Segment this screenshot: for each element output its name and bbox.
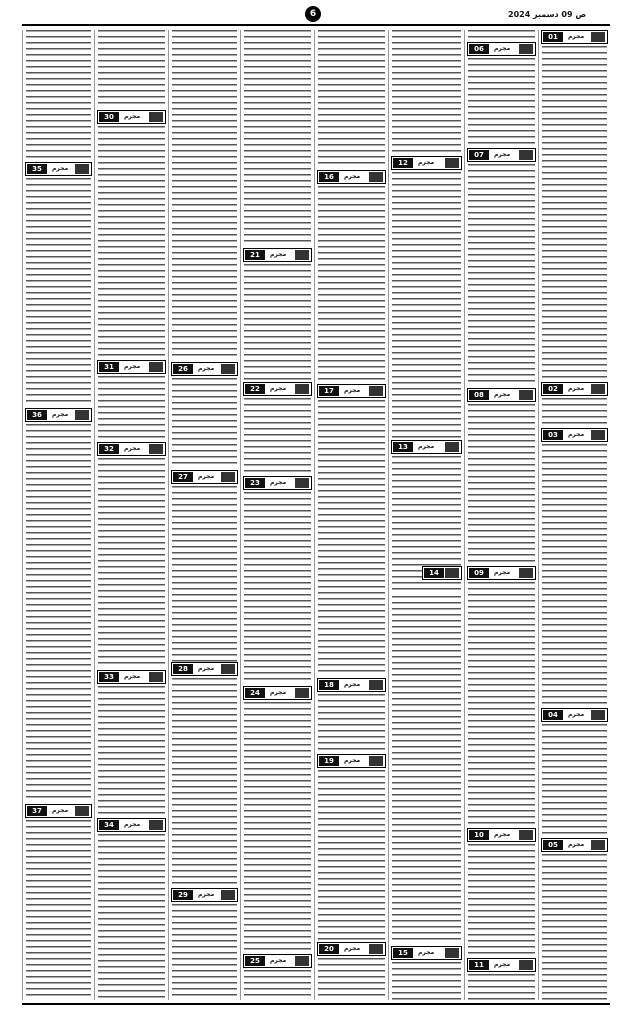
notice-label: مجرم xyxy=(568,711,585,718)
notice-label: مجرم xyxy=(270,385,287,392)
seal-icon xyxy=(591,384,605,394)
seal-icon xyxy=(591,430,605,440)
notice-body xyxy=(98,30,165,108)
notice-label: مجرم xyxy=(494,45,511,52)
seal-icon xyxy=(295,956,309,966)
notice-number: 36 xyxy=(27,410,47,420)
notice-header xyxy=(467,828,536,842)
notice-header xyxy=(467,388,536,402)
notice-label: مجرم xyxy=(418,949,435,956)
notice-number: 22 xyxy=(245,384,265,394)
seal-icon xyxy=(221,664,235,674)
notice-header xyxy=(422,566,462,580)
notice-number: 20 xyxy=(319,944,339,954)
notice-number: 10 xyxy=(469,830,489,840)
notice-number: 14 xyxy=(424,568,444,578)
notice-label: مجرم xyxy=(124,363,141,370)
seal-icon xyxy=(445,568,459,578)
notice-number: 16 xyxy=(319,172,339,182)
issue-date: ص 09 دسمبر 2024 xyxy=(508,10,587,19)
notice-body xyxy=(468,974,535,1000)
notice-body xyxy=(244,398,311,478)
seal-icon xyxy=(75,164,89,174)
notice-body xyxy=(26,424,91,800)
seal-icon xyxy=(221,890,235,900)
notice-label: مجرم xyxy=(494,569,511,576)
notice-body xyxy=(468,404,535,564)
notice-body xyxy=(542,444,607,706)
seal-icon xyxy=(369,386,383,396)
notice-number: 27 xyxy=(173,472,193,482)
notice-header xyxy=(243,248,312,262)
notice-header xyxy=(97,670,166,684)
seal-icon xyxy=(445,948,459,958)
notice-label: مجرم xyxy=(568,431,585,438)
notice-body xyxy=(468,844,535,956)
notice-body xyxy=(542,724,607,836)
notice-header xyxy=(541,708,608,722)
seal-icon xyxy=(519,150,533,160)
notice-header xyxy=(541,838,608,852)
notice-number: 02 xyxy=(543,384,563,394)
notice-header xyxy=(243,954,312,968)
notice-number: 30 xyxy=(99,112,119,122)
masthead-rule xyxy=(22,24,610,26)
notice-body xyxy=(26,820,91,1000)
notice-number: 17 xyxy=(319,386,339,396)
notice-body xyxy=(244,970,311,1000)
notice-label: مجرم xyxy=(344,757,361,764)
notice-label: مجرم xyxy=(568,385,585,392)
notice-label: مجرم xyxy=(198,365,215,372)
notice-number: 37 xyxy=(27,806,47,816)
seal-icon xyxy=(519,44,533,54)
notice-header xyxy=(25,804,92,818)
notice-number: 33 xyxy=(99,672,119,682)
notice-label: مجرم xyxy=(124,445,141,452)
notice-header xyxy=(25,408,92,422)
bottom-rule xyxy=(22,1003,610,1005)
notice-body xyxy=(98,126,165,358)
notice-body xyxy=(318,400,385,676)
seal-icon xyxy=(369,944,383,954)
notice-body xyxy=(172,486,237,682)
notice-body xyxy=(26,30,91,160)
notice-header xyxy=(467,566,536,580)
seal-icon xyxy=(591,840,605,850)
notice-header xyxy=(243,382,312,396)
notice-number: 19 xyxy=(319,756,339,766)
notice-number: 21 xyxy=(245,250,265,260)
page-number-badge: 6 xyxy=(305,6,321,22)
notice-body xyxy=(392,596,461,944)
notice-body xyxy=(542,46,607,380)
notice-number: 07 xyxy=(469,150,489,160)
notice-number: 15 xyxy=(393,948,413,958)
notice-label: مجرم xyxy=(124,673,141,680)
column-4 xyxy=(314,30,388,1000)
notice-number: 01 xyxy=(543,32,563,42)
notice-number: 29 xyxy=(173,890,193,900)
notice-header xyxy=(391,946,462,960)
notice-body xyxy=(542,398,607,428)
column-2 xyxy=(464,30,538,1000)
notice-label: مجرم xyxy=(270,689,287,696)
notice-header xyxy=(97,110,166,124)
notice-header xyxy=(171,662,238,676)
notice-body xyxy=(98,458,165,668)
notice-header xyxy=(171,888,238,902)
seal-icon xyxy=(149,672,163,682)
column-8 xyxy=(22,30,94,1000)
seal-icon xyxy=(591,32,605,42)
seal-icon xyxy=(519,390,533,400)
notice-number: 03 xyxy=(543,430,563,440)
notice-label: مجرم xyxy=(198,473,215,480)
notice-body xyxy=(244,264,311,380)
notice-header xyxy=(171,470,238,484)
column-3 xyxy=(388,30,464,1000)
notice-header xyxy=(317,678,386,692)
notice-body xyxy=(318,770,385,940)
notice-number: 09 xyxy=(469,568,489,578)
seal-icon xyxy=(519,960,533,970)
notice-body xyxy=(318,958,385,1000)
seal-icon xyxy=(149,112,163,122)
notice-label: مجرم xyxy=(198,891,215,898)
seal-icon xyxy=(591,710,605,720)
notice-number: 28 xyxy=(173,664,193,674)
notice-header xyxy=(541,30,608,44)
seal-icon xyxy=(295,384,309,394)
column-5 xyxy=(240,30,314,1000)
notice-body xyxy=(542,854,607,1000)
seal-icon xyxy=(369,680,383,690)
notice-number: 32 xyxy=(99,444,119,454)
notice-number: 26 xyxy=(173,364,193,374)
notice-body xyxy=(244,30,311,246)
notice-header xyxy=(97,818,166,832)
notice-label: مجرم xyxy=(124,821,141,828)
notice-body xyxy=(172,904,237,1000)
notice-number: 05 xyxy=(543,840,563,850)
notice-label: مجرم xyxy=(494,391,511,398)
notice-body xyxy=(98,834,165,1000)
notice-header xyxy=(171,362,238,376)
notice-body xyxy=(318,30,385,166)
notice-header xyxy=(391,156,462,170)
seal-icon xyxy=(369,756,383,766)
notice-label: مجرم xyxy=(418,159,435,166)
notice-body xyxy=(244,492,311,684)
notice-header xyxy=(467,958,536,972)
notice-number: 18 xyxy=(319,680,339,690)
column-1 xyxy=(538,30,610,1000)
notice-header xyxy=(317,384,386,398)
notice-number: 11 xyxy=(469,960,489,970)
notice-number: 06 xyxy=(469,44,489,54)
notice-body xyxy=(318,186,385,382)
column-6 xyxy=(168,30,240,1000)
notice-header xyxy=(97,442,166,456)
seal-icon xyxy=(445,158,459,168)
notice-header xyxy=(317,754,386,768)
notice-header xyxy=(243,476,312,490)
notice-number: 04 xyxy=(543,710,563,720)
notice-number: 23 xyxy=(245,478,265,488)
notice-body xyxy=(172,378,237,466)
seal-icon xyxy=(519,568,533,578)
notice-label: مجرم xyxy=(52,165,69,172)
notice-header xyxy=(467,42,536,56)
notice-label: مجرم xyxy=(124,113,141,120)
notice-label: مجرم xyxy=(494,961,511,968)
notice-number: 35 xyxy=(27,164,47,174)
notice-label: مجرم xyxy=(494,151,511,158)
notice-body xyxy=(26,178,91,404)
notice-label: مجرم xyxy=(270,957,287,964)
notice-number: 34 xyxy=(99,820,119,830)
seal-icon xyxy=(295,478,309,488)
notice-label: مجرم xyxy=(568,841,585,848)
seal-icon xyxy=(295,688,309,698)
notice-body xyxy=(468,58,535,148)
notice-label: مجرم xyxy=(270,479,287,486)
notice-body xyxy=(468,30,535,40)
notice-header xyxy=(317,942,386,956)
notice-body xyxy=(98,686,165,816)
notice-header xyxy=(317,170,386,184)
notice-number: 08 xyxy=(469,390,489,400)
seal-icon xyxy=(295,250,309,260)
seal-icon xyxy=(221,364,235,374)
notice-body xyxy=(318,694,385,754)
notice-label: مجرم xyxy=(344,387,361,394)
notice-number: 25 xyxy=(245,956,265,966)
notice-label: مجرم xyxy=(52,411,69,418)
notice-number: 24 xyxy=(245,688,265,698)
column-7 xyxy=(94,30,168,1000)
notice-label: مجرم xyxy=(418,443,435,450)
masthead xyxy=(0,0,628,26)
notice-header xyxy=(541,382,608,396)
notice-number: 13 xyxy=(393,442,413,452)
seal-icon xyxy=(75,410,89,420)
notice-number: 31 xyxy=(99,362,119,372)
seal-icon xyxy=(221,472,235,482)
notice-label: مجرم xyxy=(344,173,361,180)
notice-label: مجرم xyxy=(52,807,69,814)
notice-header xyxy=(541,428,608,442)
seal-icon xyxy=(75,806,89,816)
notice-body xyxy=(392,30,461,154)
notice-label: مجرم xyxy=(568,33,585,40)
seal-icon xyxy=(369,172,383,182)
notice-label: مجرم xyxy=(344,681,361,688)
seal-icon xyxy=(149,820,163,830)
seal-icon xyxy=(445,442,459,452)
seal-icon xyxy=(519,830,533,840)
notice-header xyxy=(25,162,92,176)
notice-body xyxy=(392,172,461,438)
notice-label: مجرم xyxy=(198,665,215,672)
notice-header xyxy=(243,686,312,700)
notice-body xyxy=(172,678,237,886)
notice-header xyxy=(391,440,462,454)
notice-body xyxy=(172,30,237,360)
notice-label: مجرم xyxy=(270,251,287,258)
notice-body xyxy=(98,376,165,442)
notice-label: مجرم xyxy=(344,945,361,952)
notice-body xyxy=(468,582,535,830)
notice-header xyxy=(97,360,166,374)
notice-body xyxy=(468,164,535,386)
notice-body xyxy=(244,702,311,950)
notice-body xyxy=(392,962,461,1000)
notice-number: 12 xyxy=(393,158,413,168)
seal-icon xyxy=(149,444,163,454)
notice-label: مجرم xyxy=(494,831,511,838)
seal-icon xyxy=(149,362,163,372)
notice-header xyxy=(467,148,536,162)
